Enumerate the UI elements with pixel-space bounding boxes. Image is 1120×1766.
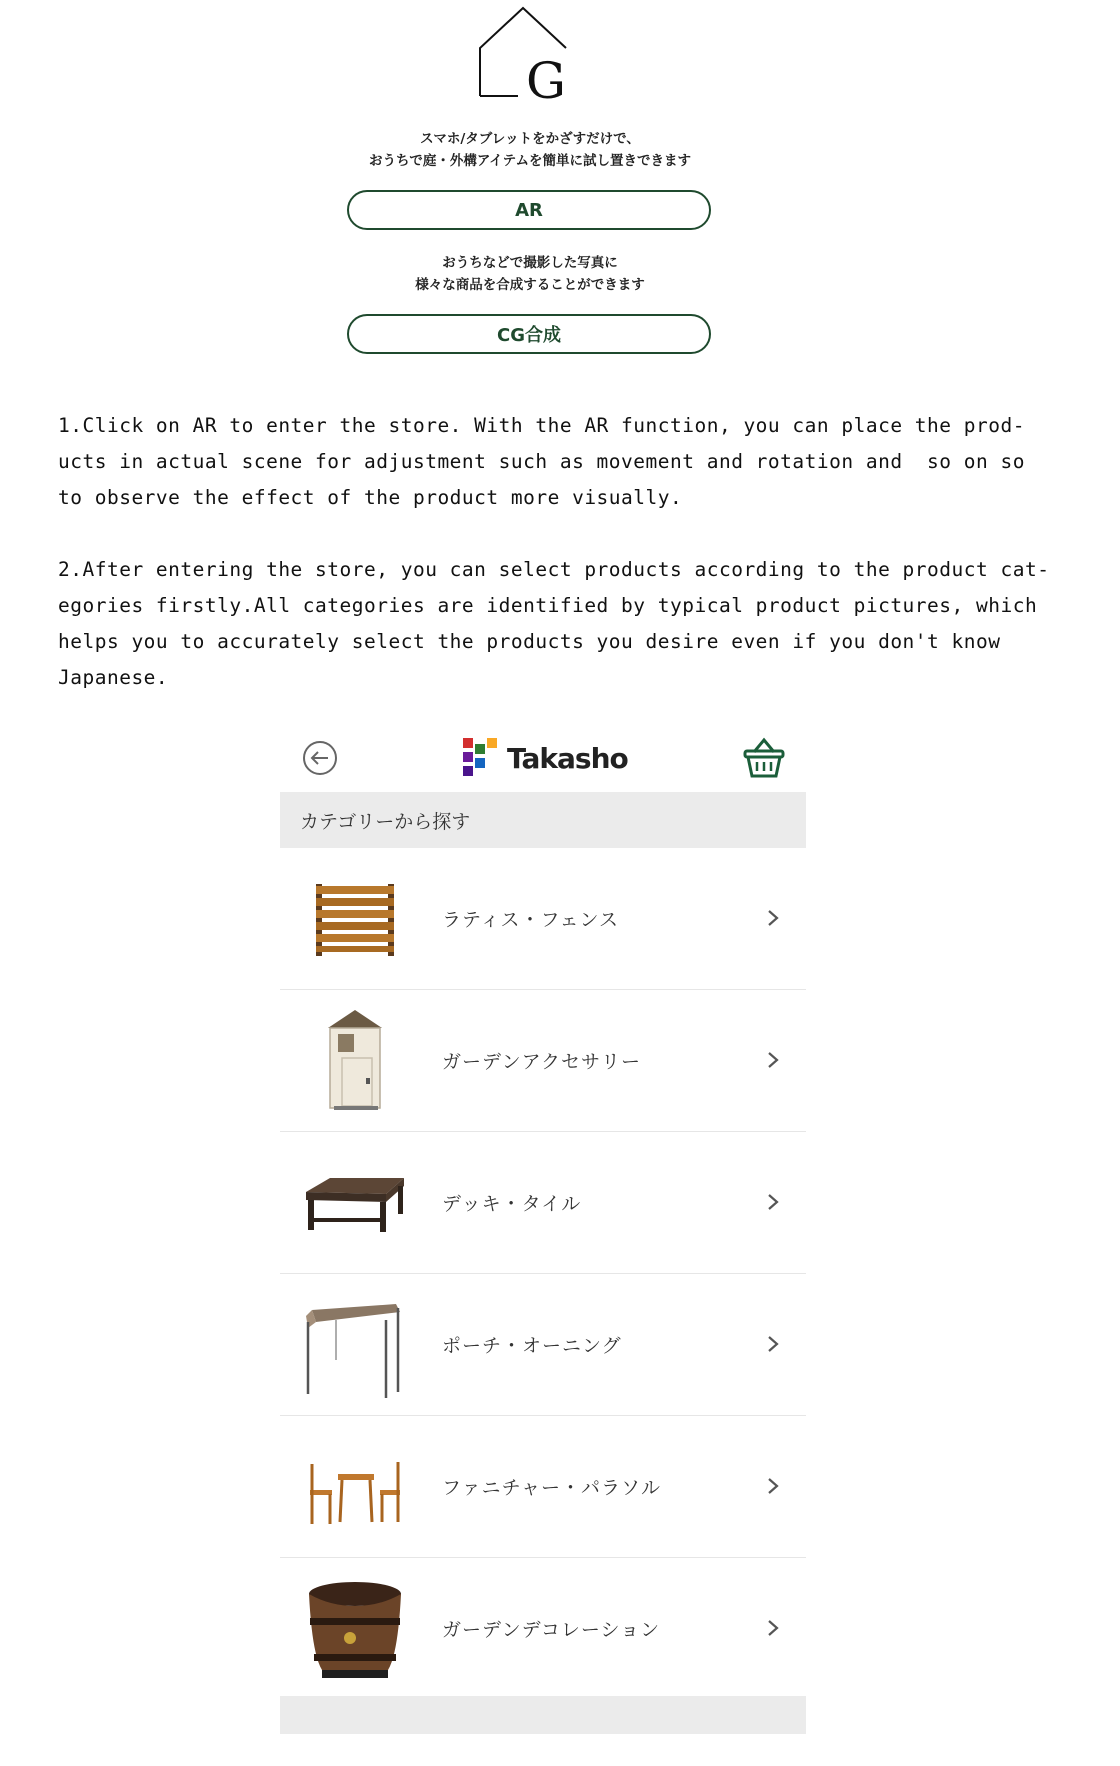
category-label: ガーデンアクセサリー: [442, 1051, 642, 1073]
chevron-right-icon: [766, 1050, 780, 1070]
chevron-right-icon: [766, 1334, 780, 1354]
category-list: [280, 848, 806, 1700]
category-label: ポーチ・オーニング: [442, 1335, 622, 1357]
brand-name: Takasho: [507, 741, 628, 775]
barrel-planter-icon: [300, 1574, 410, 1684]
app-header: [280, 726, 806, 792]
brand-mark-icon: [463, 738, 499, 778]
category-item-porch-awning[interactable]: [280, 1274, 806, 1416]
category-section-header: カテゴリーから探す: [280, 792, 806, 848]
chevron-right-icon: [766, 1618, 780, 1638]
instruction-paragraph-2: 2.After entering the store, you can select products according to the product cat- egories firstly.All categories are identified by typical product pictures, which helps you to accurately select the products you desire even if you don't know Japanese.: [58, 558, 1050, 689]
chevron-right-icon: [766, 1192, 780, 1212]
deck-icon: [300, 1148, 410, 1258]
chevron-right-icon: [766, 908, 780, 928]
category-item-furniture-parasol[interactable]: [280, 1416, 806, 1558]
category-label: ファニチャー・パラソル: [442, 1477, 662, 1499]
category-label: ガーデンデコレーション: [442, 1619, 661, 1641]
ar-tagline: スマホ/タブレットをかざすだけで、 おうちで庭・外構アイテムを簡単に試し置きできます: [369, 131, 691, 169]
shopping-basket-icon[interactable]: [742, 736, 786, 780]
app-screenshot: [280, 726, 806, 1734]
awning-icon: [300, 1290, 410, 1400]
shed-icon: [300, 1006, 410, 1116]
fence-icon: [300, 864, 410, 974]
back-arrow-icon[interactable]: [302, 740, 338, 776]
cg-tagline: おうちなどで撮影した写真に 様々な商品を合成することができます: [415, 255, 645, 293]
house-g-logo-icon: [478, 4, 582, 104]
ar-button[interactable]: AR: [347, 190, 711, 230]
category-label: ラティス・フェンス: [442, 909, 619, 931]
category-item-deck-tile[interactable]: [280, 1132, 806, 1274]
category-item-garden-decoration[interactable]: [280, 1558, 806, 1700]
category-item-fence[interactable]: [280, 848, 806, 990]
category-item-garden-accessory[interactable]: [280, 990, 806, 1132]
brand-logo: [463, 736, 628, 780]
svg-text:G: G: [526, 52, 566, 104]
furniture-icon: [300, 1432, 410, 1542]
chevron-right-icon: [766, 1476, 780, 1496]
instruction-paragraph-1: 1.Click on AR to enter the store. With the AR function, you can place the prod- ucts in actual scene for adjustment such as movement and rotation and so on so to observe the effect of the product more visually.: [58, 414, 1025, 509]
cg-composite-button[interactable]: CG合成: [347, 314, 711, 354]
category-label: デッキ・タイル: [442, 1193, 582, 1215]
list-footer-band: [280, 1696, 806, 1734]
